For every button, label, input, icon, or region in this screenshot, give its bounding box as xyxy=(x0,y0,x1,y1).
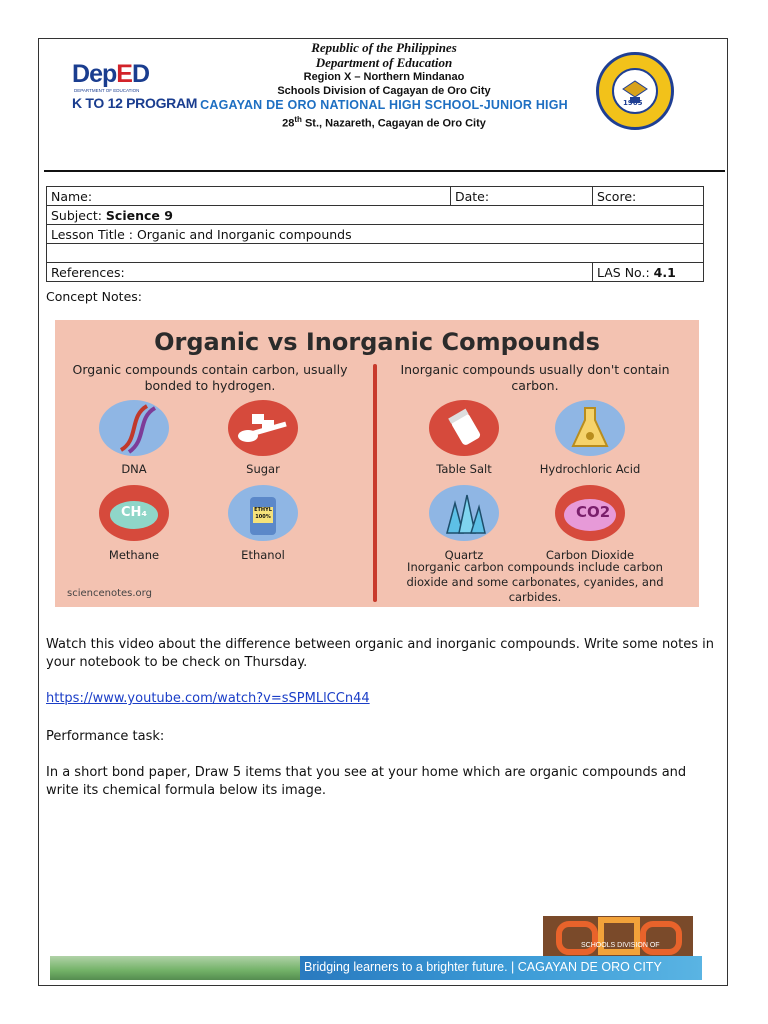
table-row xyxy=(47,206,704,225)
header-address: 28th St., Nazareth, Cagayan de Oro City xyxy=(282,115,486,130)
table-row xyxy=(47,244,704,263)
table-salt-label: Table Salt xyxy=(436,462,492,476)
seal-year: 1965 xyxy=(623,99,643,107)
references-cell: References: xyxy=(47,263,593,282)
deped-wordmark: DepED xyxy=(72,60,149,88)
co2-cloud-icon xyxy=(555,485,625,541)
ethanol-label: Ethanol xyxy=(241,548,285,562)
deped-subtitle: DEPARTMENT OF EDUCATION xyxy=(74,88,140,93)
carbon-dioxide-label: Carbon Dioxide xyxy=(545,548,635,562)
header-republic: Republic of the Philippines xyxy=(311,40,457,55)
methane-formula: CH₄ xyxy=(121,505,148,520)
k12-program-label: K TO 12 PROGRAM xyxy=(72,95,198,111)
ethanol-bottle-icon xyxy=(228,485,298,541)
salt-shaker-icon xyxy=(429,400,499,456)
header-region: Region X – Northern Mindanao xyxy=(303,71,465,83)
methane-label: Methane xyxy=(108,548,160,562)
quartz-crystal-icon xyxy=(429,485,499,541)
methane-cloud-icon xyxy=(99,485,169,541)
sugar-spoon-icon xyxy=(228,400,298,456)
blank-cell xyxy=(47,244,704,263)
score-cell: Score: xyxy=(593,187,704,206)
watch-instruction: Watch this video about the difference between organic and inorganic compounds. Write some notes in your notebook to be check on Thursday. xyxy=(46,637,714,670)
deped-logo xyxy=(72,60,198,112)
header-department: Department of Education xyxy=(315,55,453,70)
organic-intro: Organic compounds contain carbon, usually bonded to hydrogen. xyxy=(72,362,348,393)
dna-label: DNA xyxy=(121,462,147,476)
lesson-title-cell: Lesson Title : Organic and Inorganic compounds xyxy=(47,225,704,244)
infographic-credit: sciencenotes.org xyxy=(67,588,152,599)
center-divider xyxy=(373,364,377,602)
school-seal-logo xyxy=(596,52,674,130)
footer-landscape-strip xyxy=(50,956,300,980)
footer-slogan: Bridging learners to a brighter future. | CAGAYAN DE ORO CITY xyxy=(304,960,662,974)
table-row xyxy=(47,187,704,206)
inorganic-intro: Inorganic compounds usually don't contain carbon. xyxy=(400,362,670,393)
las-number-cell: LAS No.: 4.1 xyxy=(593,263,704,282)
sugar-label: Sugar xyxy=(246,462,280,476)
student-info-table xyxy=(46,186,704,282)
table-row xyxy=(47,263,704,282)
video-link[interactable]: https://www.youtube.com/watch?v=sSPMLlCCn44 xyxy=(46,691,370,706)
school-header xyxy=(170,40,598,131)
infographic-title: Organic vs Inorganic Compounds xyxy=(154,328,600,356)
name-cell: Name: xyxy=(47,187,451,206)
las-number-value: 4.1 xyxy=(653,264,676,280)
header-division: Schools Division of Cagayan de Oro City xyxy=(277,85,491,97)
dna-icon xyxy=(99,400,169,456)
flask-icon xyxy=(555,400,625,456)
subject-value: Science 9 xyxy=(105,207,173,223)
table-row xyxy=(47,225,704,244)
header-divider xyxy=(44,170,725,172)
cdo-division-logo xyxy=(541,908,701,976)
header-school-name: CAGAYAN DE ORO NATIONAL HIGH SCHOOL-JUNIOR HIGH xyxy=(200,98,568,112)
concept-notes-label: Concept Notes: xyxy=(46,289,142,304)
organic-vs-inorganic-infographic xyxy=(55,320,699,607)
performance-task-label: Performance task: xyxy=(46,729,165,744)
date-cell: Date: xyxy=(451,187,593,206)
co2-formula: CO2 xyxy=(576,503,611,521)
cdo-division-text: SCHOOLS DIVISION OF xyxy=(581,942,660,949)
ethanol-tag: ETHYL 100% xyxy=(254,507,272,520)
subject-cell: Subject: Science 9 xyxy=(47,206,704,225)
inorganic-carbon-note: Inorganic carbon compounds include carbon dioxide and some carbonates, cyanides, and carbides. xyxy=(406,560,664,604)
performance-task-text: In a short bond paper, Draw 5 items that you see at your home which are organic compounds and write its chemical formula below its image. xyxy=(46,765,687,798)
quartz-label: Quartz xyxy=(444,548,484,562)
hydrochloric-acid-label: Hydrochloric Acid xyxy=(539,462,641,476)
